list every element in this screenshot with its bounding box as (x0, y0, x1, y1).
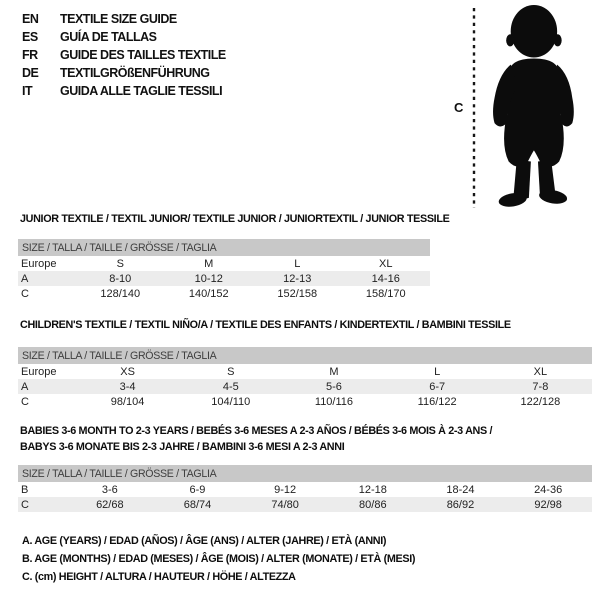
language-title: GUIDE DES TAILLES TEXTILE (60, 48, 226, 62)
row-label: A (18, 271, 76, 286)
footnotes (22, 532, 415, 586)
language-code: FR (22, 48, 38, 62)
table-row-height (18, 286, 430, 301)
babies-table-title-line2: BABYS 3-6 MONATE BIS 2-3 JAHRE / BAMBINI 3-6 MESI A 2-3 ANNI (20, 441, 345, 453)
table-cell: M (329, 365, 339, 378)
language-list (22, 10, 226, 100)
children-size-table (18, 347, 592, 409)
table-cell: 6-9 (189, 483, 206, 496)
language-row-en (22, 10, 226, 28)
table-row-age (18, 271, 430, 286)
table-row-age (18, 379, 592, 394)
table-cell: 104/110 (211, 395, 251, 408)
junior-table-title: JUNIOR TEXTILE / TEXTIL JUNIOR/ TEXTILE JUNIOR / JUNIORTEXTIL / JUNIOR TESSILE (20, 213, 450, 225)
baby-height-figure (450, 2, 600, 214)
table-cell: 5-6 (282, 379, 385, 394)
footnote-c: C. (cm) HEIGHT / ALTURA / HAUTEUR / HÖHE / ALTEZZA (22, 571, 296, 583)
language-code: DE (22, 66, 39, 80)
table-cell: 12-18 (358, 483, 387, 496)
table-cell: 62/68 (66, 497, 154, 512)
language-row-it (22, 82, 226, 100)
table-cell: S (227, 365, 235, 378)
row-label: B (21, 483, 29, 496)
table-cell: L (434, 365, 441, 378)
row-label: C (18, 497, 66, 512)
language-row-de (22, 64, 226, 82)
babies-table-title-line1: BABIES 3-6 MONTH TO 2-3 YEARS / BEBÉS 3-6 MESES A 2-3 AÑOS / BÉBÉS 3-6 MOIS À 2-3 ANS / (20, 425, 493, 437)
table-cell: 14-16 (342, 271, 431, 286)
language-title: GUIDA ALLE TAGLIE TESSILI (60, 84, 223, 98)
language-code: IT (22, 84, 33, 98)
table-cell: 140/152 (188, 287, 229, 300)
height-dashed-line-icon (472, 8, 476, 208)
table-row-height (18, 394, 592, 409)
row-label: A (18, 379, 76, 394)
language-code: ES (22, 30, 38, 44)
table-cell: 68/74 (154, 497, 242, 512)
table-row-height (18, 497, 592, 512)
table-cell: 122/128 (520, 395, 561, 408)
language-code: EN (22, 12, 39, 26)
children-table-title: CHILDREN'S TEXTILE / TEXTIL NIÑO/A / TEXTILE DES ENFANTS / KINDERTEXTIL / BAMBINI TESSILE (20, 319, 511, 331)
table-row-europe (18, 256, 430, 271)
table-cell: XS (120, 365, 135, 378)
table-cell: 152/158 (277, 287, 318, 300)
row-label: C (21, 287, 29, 300)
table-cell: 128/140 (100, 287, 141, 300)
table-cell: L (294, 257, 301, 270)
table-header-label: SIZE / TALLA / TAILLE / GRÖSSE / TAGLIA (18, 465, 592, 482)
table-row-europe (18, 364, 592, 379)
table-cell: 8-10 (76, 271, 165, 286)
language-row-fr (22, 46, 226, 64)
table-cell: 158/170 (365, 287, 406, 300)
row-label: C (21, 395, 29, 408)
table-header-bar (18, 239, 430, 256)
table-cell: 3-4 (76, 379, 179, 394)
footnote-a: A. AGE (YEARS) / EDAD (AÑOS) / ÂGE (ANS) / ALTER (JAHRE) / ETÀ (ANNI) (22, 535, 387, 547)
language-title: TEXTILE SIZE GUIDE (60, 12, 177, 26)
table-cell: XL (379, 257, 393, 270)
table-cell: 12-13 (253, 271, 342, 286)
table-cell: XL (533, 365, 548, 378)
table-cell: 80/86 (329, 497, 417, 512)
table-header-label: SIZE / TALLA / TAILLE / GRÖSSE / TAGLIA (18, 347, 592, 364)
table-cell: 18-24 (446, 483, 475, 496)
babies-size-table (18, 465, 592, 512)
table-cell: 74/80 (241, 497, 329, 512)
junior-size-table (18, 239, 430, 301)
language-title: GUÍA DE TALLAS (60, 30, 157, 44)
table-cell: 86/92 (417, 497, 505, 512)
table-cell: M (204, 257, 214, 270)
table-cell: 3-6 (101, 483, 118, 496)
table-header-bar (18, 347, 592, 364)
row-label: Europe (21, 257, 57, 270)
table-header-bar (18, 465, 592, 482)
table-cell: S (116, 257, 124, 270)
language-row-es (22, 28, 226, 46)
table-cell: 116/122 (417, 395, 457, 408)
table-cell: 10-12 (165, 271, 254, 286)
table-cell: 92/98 (504, 497, 592, 512)
table-cell: 7-8 (489, 379, 592, 394)
table-cell: 6-7 (386, 379, 489, 394)
baby-silhouette-icon (486, 2, 598, 210)
footnote-b: B. AGE (MONTHS) / EDAD (MESES) / ÂGE (MOIS) / ALTER (MONATE) / ETÀ (MESI) (22, 553, 416, 565)
table-cell: 9-12 (274, 483, 297, 496)
table-cell: 4-5 (179, 379, 282, 394)
table-header-label: SIZE / TALLA / TAILLE / GRÖSSE / TAGLIA (18, 239, 430, 256)
row-label: Europe (21, 365, 57, 378)
table-cell: 98/104 (110, 395, 145, 408)
table-cell: 110/116 (314, 395, 354, 408)
language-title: TEXTILGRÖßENFÜHRUNG (60, 66, 210, 80)
height-measure-label: C (454, 100, 464, 115)
table-row-age-months (18, 482, 592, 497)
table-cell: 24-36 (534, 483, 563, 496)
